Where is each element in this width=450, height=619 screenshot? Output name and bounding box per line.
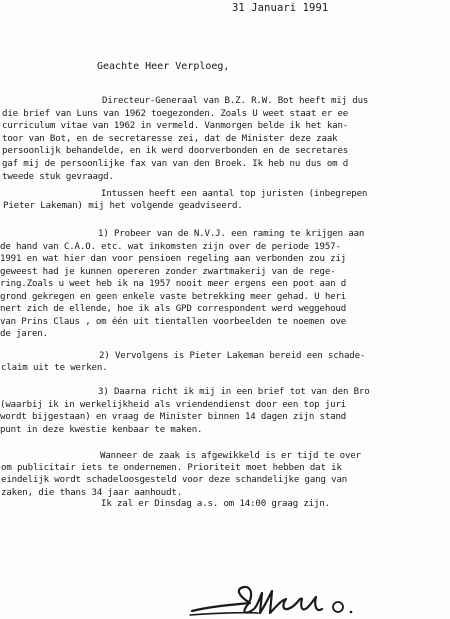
letter-line: Wanneer de zaak is afgewikkeld is er tijd te over [100,451,361,461]
letter-line: wordt bijgestaan) en vraag de Minister binnen 14 dagen zijn stand [0,412,347,423]
letter-line: 1) Probeer van de N.V.J. een raming te krijgen aan [98,229,365,239]
letter-line: curriculum vitae van 1962 in vermeld. Vanmorgen belde ik het kan- [2,121,349,132]
letter-line: (waarbij ik in werkelijkheid als vriendendienst door een top juri [0,399,347,410]
letter-line: persoonlijk behandelde, en ik werd doorverbonden en de secretares [2,146,349,157]
letter-line: Pieter Lakeman) mij het volgende geadviseerd. [3,201,243,212]
salutation: Geachte Heer Verploeg, [97,61,230,72]
letter-date: 31 Januari 1991 [232,2,329,14]
letter-line: de jaren. [0,329,48,339]
letter-line: 3) Daarna richt ik mij in een brief tot van den Bro [98,387,370,397]
letter-line: Directeur-Generaal van B.Z. R.W. Bot heeft mij dus [102,96,369,106]
letter-line: ring.Zoals u weet heb ik na 1957 nooit meer ergens een poot aan d [0,279,347,289]
letter-line: tweede stuk gevraagd. [2,171,114,182]
letter-line: zaken, die thans 34 jaar aanhoudt. [1,487,183,498]
letter-line: om publicitair iets te ondernemen. Prioriteit moet hebben dat ik [1,463,342,474]
letter-line: Intussen heeft een aantal top juristen (inbegrepen [101,189,368,199]
letter-line: nert zich de ellende, hoe ik als GPD correspondent werd weggehoud [0,304,347,314]
letter-line: eindelijk wordt schadeloosgesteld voor deze schandelijke gang van [1,475,348,486]
letter-line: gaf mij de persoonlijke fax van van den Broek. Ik heb nu dus om d [2,159,349,169]
letter-line: grond gekregen en geen enkele vaste betrekking meer gehad. U heri [0,291,347,302]
letter-line: Ik zal er Dinsdag a.s. om 14:00 graag zijn. [101,499,330,509]
letter-line: punt in deze kwestie kenbaar te maken. [0,424,203,435]
letter-line: van Prins Claus , om één uit tientallen voorbeelden te noemen ove [0,316,347,327]
letter-line: claim uit te werken. [1,363,108,374]
letter-line: toor van Bot, en de secretaresse zei, dat de Minister deze zaak [2,133,338,144]
letter-line: die brief van Luns van 1962 toegezonden. Zoals U weet staat er ee [2,108,349,119]
letter-line: 2) Vervolgens is Pieter Lakeman bereid een schade- [99,351,366,361]
handwritten-signature-icon [188,583,378,619]
letter-line: geweest had je kunnen opereren zonder zwartmakerij van de rege- [0,266,336,277]
letter-line: de hand van C.A.O. etc. wat inkomsten zijn over de periode 1957- [0,241,341,252]
letter-line: 1991 en wat hier dan voor pensioen regeling aan verbonden zou zij [0,254,347,264]
